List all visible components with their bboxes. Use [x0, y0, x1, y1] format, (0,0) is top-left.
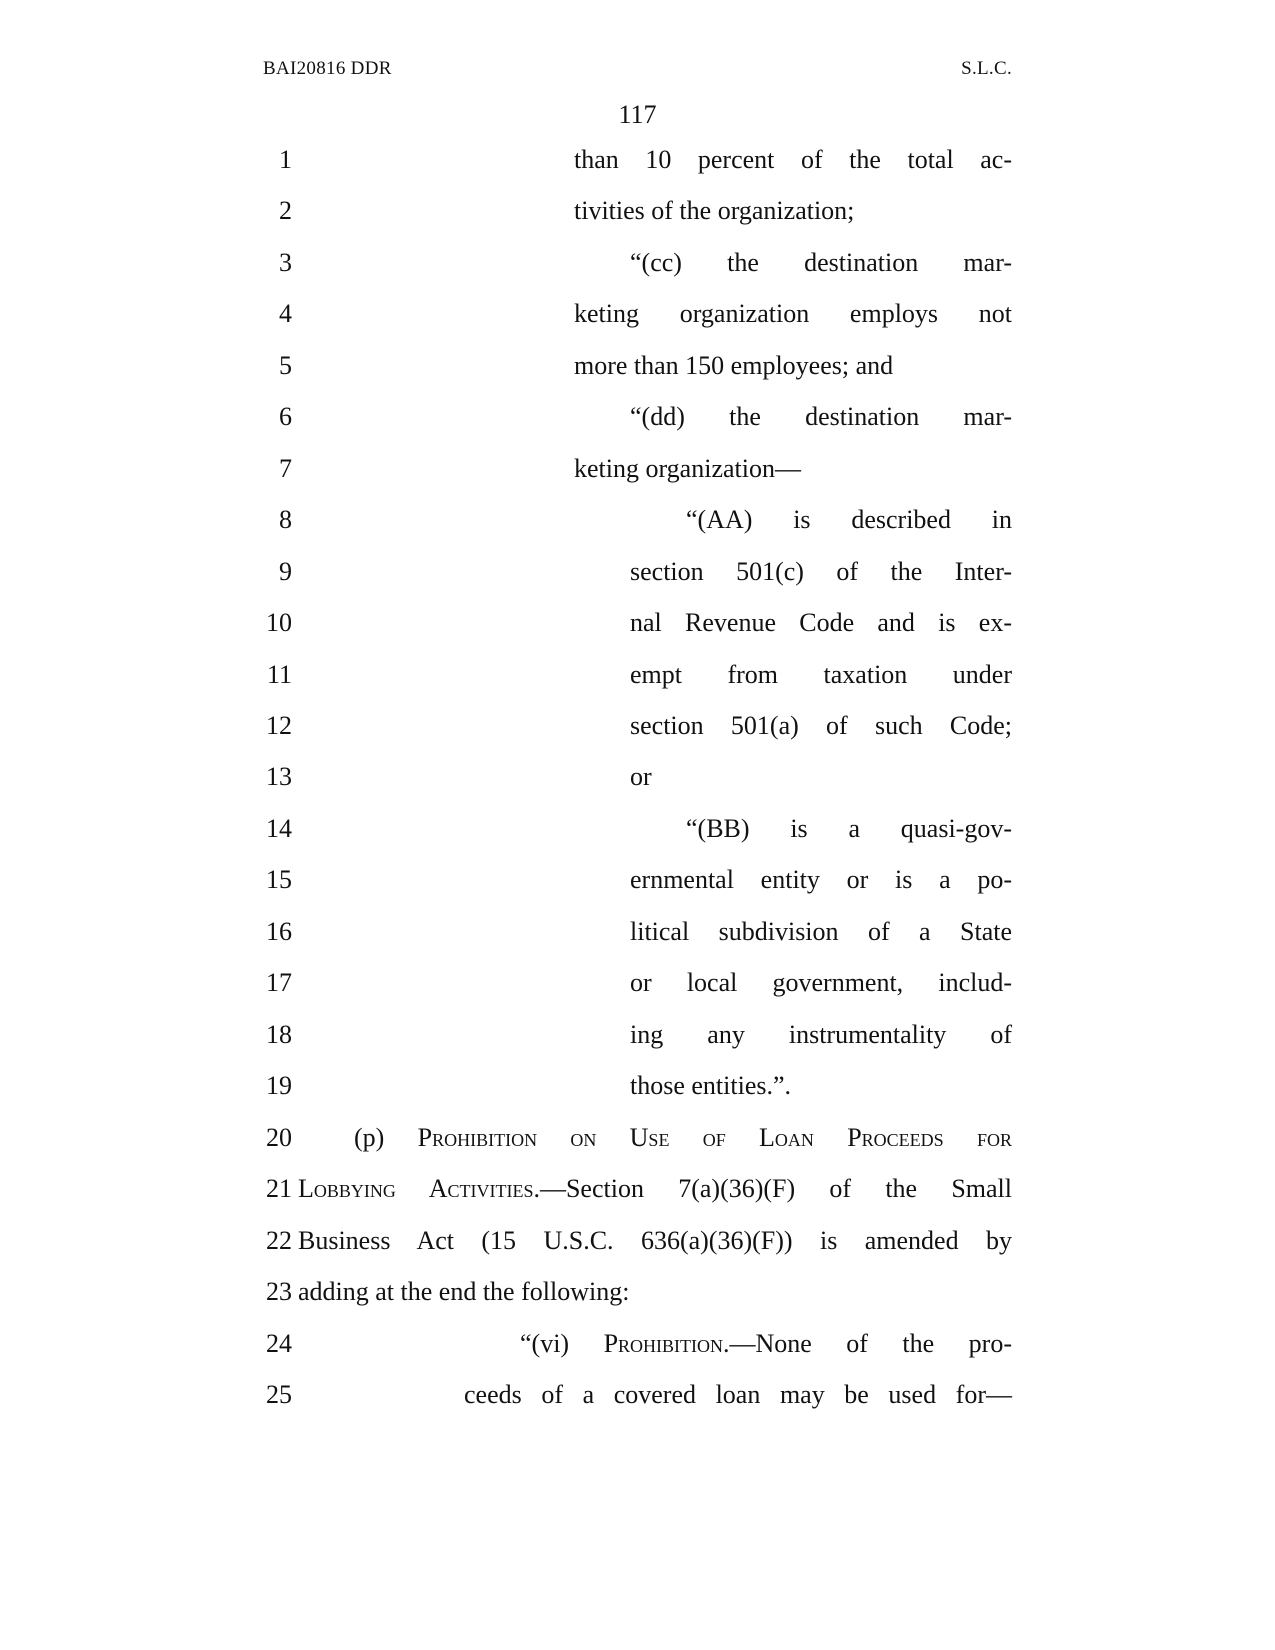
subsection-marker: (p) — [354, 1123, 418, 1152]
line-number: 5 — [279, 351, 292, 380]
line-text: “(AA) is described in — [686, 505, 1012, 534]
line-number: 6 — [279, 402, 292, 431]
text-line — [0, 1015, 1275, 1055]
line-number: 2 — [279, 196, 292, 225]
line-number: 23 — [266, 1277, 292, 1306]
clause-marker: “(vi) — [520, 1329, 604, 1358]
line-text: more than 150 employees; and — [574, 351, 894, 380]
line-text: those entities.”. — [630, 1071, 792, 1100]
line-text: “(cc) the destination mar- — [630, 248, 1012, 277]
text-line — [0, 860, 1275, 900]
line-text: or local government, includ- — [630, 968, 1012, 997]
subsection-heading: Prohibition on Use of Loan Proceeds for — [417, 1123, 1012, 1152]
subsection-heading: Lobbying Activities — [298, 1174, 534, 1203]
clause-heading: Prohibition — [603, 1329, 724, 1358]
text-line — [0, 1221, 1275, 1261]
line-number: 16 — [266, 917, 292, 946]
line-number: 20 — [266, 1123, 292, 1152]
line-number: 7 — [279, 454, 292, 483]
line-text: tivities of the organization; — [574, 196, 855, 225]
line-text-suffix: .—Section 7(a)(36)(F) of the Small — [533, 1174, 1012, 1203]
text-line — [0, 552, 1275, 592]
text-line — [0, 1066, 1275, 1106]
line-text: Business Act (15 U.S.C. 636(a)(36)(F)) is amended by — [298, 1226, 1012, 1255]
text-line — [0, 1375, 1275, 1415]
line-text: than 10 percent of the total ac- — [574, 145, 1012, 174]
line-number: 24 — [266, 1329, 292, 1358]
line-number: 12 — [266, 711, 292, 740]
line-text: “(BB) is a quasi-gov- — [686, 814, 1012, 843]
line-number: 14 — [266, 814, 292, 843]
line-number: 21 — [266, 1174, 292, 1203]
text-line — [0, 140, 1275, 180]
line-number: 18 — [266, 1020, 292, 1049]
text-line — [0, 243, 1275, 283]
line-number: 15 — [266, 865, 292, 894]
text-line — [0, 1118, 1275, 1158]
line-number: 4 — [279, 299, 292, 328]
text-line — [0, 449, 1275, 489]
line-text: “(dd) the destination mar- — [630, 402, 1012, 431]
text-line — [0, 912, 1275, 952]
page-number: 117 — [618, 100, 657, 129]
text-line — [0, 706, 1275, 746]
line-text: ing any instrumentality of — [630, 1020, 1012, 1049]
text-line — [0, 603, 1275, 643]
line-number: 17 — [266, 968, 292, 997]
text-line — [0, 294, 1275, 334]
line-number: 11 — [266, 660, 292, 689]
text-line — [0, 1324, 1275, 1364]
line-text — [298, 1169, 1012, 1209]
text-line — [0, 346, 1275, 386]
line-text — [354, 1118, 1012, 1158]
line-text: or — [630, 762, 652, 791]
line-text: litical subdivision of a State — [630, 917, 1012, 946]
text-line — [0, 191, 1275, 231]
line-text: empt from taxation under — [630, 660, 1012, 689]
text-line — [0, 397, 1275, 437]
line-text: keting organization— — [574, 454, 801, 483]
line-number: 3 — [279, 248, 292, 277]
text-line — [0, 500, 1275, 540]
line-number: 25 — [266, 1380, 292, 1409]
line-number: 10 — [266, 608, 292, 637]
line-number: 9 — [279, 557, 292, 586]
text-line — [0, 757, 1275, 797]
line-number: 19 — [266, 1071, 292, 1100]
line-text: adding at the end the following: — [298, 1277, 630, 1306]
line-text: section 501(a) of such Code; — [630, 711, 1012, 740]
text-line — [0, 1169, 1275, 1209]
text-line — [0, 1272, 1275, 1312]
document-id: BAI20816 DDR — [263, 58, 392, 79]
line-number: 22 — [266, 1226, 292, 1255]
line-text: section 501(c) of the Inter- — [630, 557, 1012, 586]
line-text: ceeds of a covered loan may be used for— — [464, 1380, 1012, 1409]
line-text-suffix: .—None of the pro- — [723, 1329, 1012, 1358]
line-text — [520, 1324, 1012, 1364]
line-text: nal Revenue Code and is ex- — [630, 608, 1012, 637]
line-number: 1 — [279, 145, 292, 174]
line-text: keting organization employs not — [574, 299, 1012, 328]
line-number: 13 — [266, 762, 292, 791]
text-line — [0, 655, 1275, 695]
line-text: ernmental entity or is a po- — [630, 865, 1012, 894]
text-line — [0, 963, 1275, 1003]
text-line — [0, 809, 1275, 849]
document-code: S.L.C. — [961, 58, 1012, 79]
line-number: 8 — [279, 505, 292, 534]
